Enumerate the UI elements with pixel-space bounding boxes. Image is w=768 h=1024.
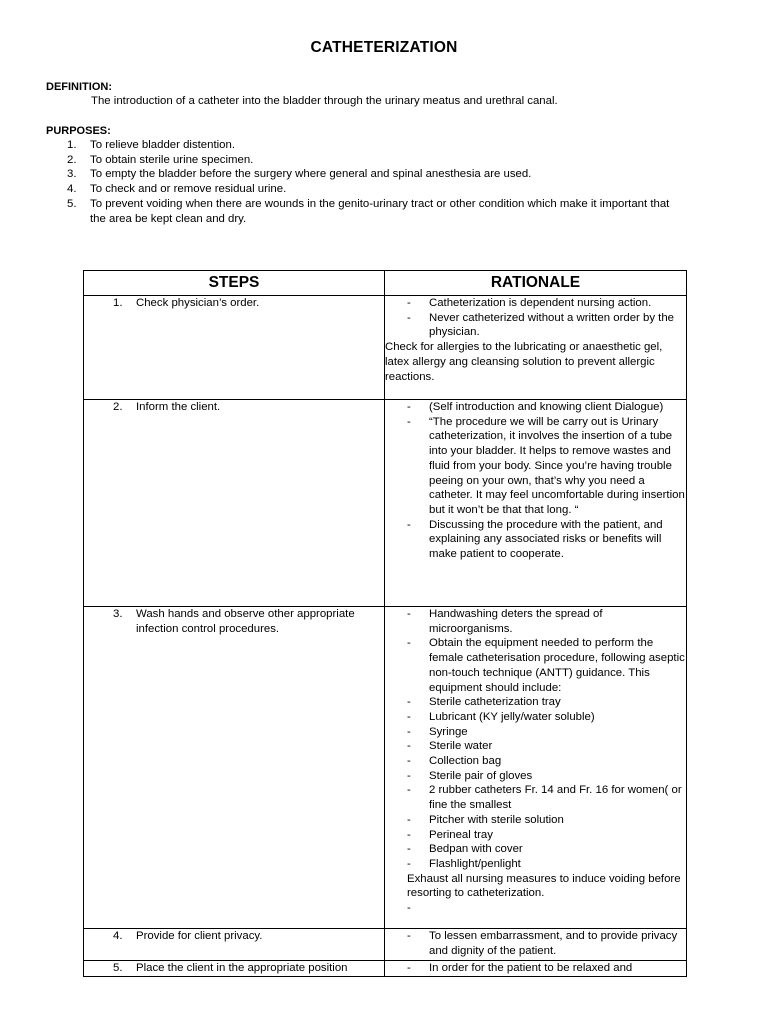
- purposes-label: PURPOSES:: [46, 125, 111, 137]
- rationale-bullet: - Handwashing deters the spread of microorganisms.: [407, 608, 603, 635]
- rationale-header: RATIONALE: [385, 271, 687, 296]
- table-row: [84, 929, 687, 961]
- rationale-cell: [385, 296, 687, 400]
- rationale-bullet: - “The procedure we will be carry out is Urinary catheterization, it involves the insertion of a tube into your bladder. It helps to remove wastes and fluid from your body. Since you’re having trouble peeing on your own, that’s why you need a catheter. It may feel uncomfortable during insertion but it won’t be that that long. “: [407, 415, 685, 516]
- purpose-number: 4.: [67, 183, 77, 196]
- steps-header: STEPS: [84, 271, 385, 296]
- document-title: CATHETERIZATION: [310, 39, 458, 56]
- definition-label: DEFINITION:: [46, 81, 112, 93]
- rationale-cell: [385, 607, 687, 929]
- purposes-list: [46, 138, 686, 226]
- equipment-item: - Sterile catheterization tray: [407, 696, 561, 709]
- step-cell: [84, 296, 385, 400]
- rationale-bullet: - To lessen embarrassment, and to provide privacy and dignity of the patient.: [407, 930, 678, 957]
- step-number: 3.: [113, 608, 123, 620]
- step-cell: [84, 961, 385, 977]
- rationale-bullet: - (Self introduction and knowing client Dialogue): [407, 401, 664, 413]
- purpose-number: 2.: [67, 153, 77, 166]
- rationale-cell: [385, 961, 687, 977]
- purpose-number: 1.: [67, 139, 77, 151]
- purpose-number: 5.: [67, 197, 77, 210]
- table-row: [84, 607, 687, 929]
- steps-rationale-table: [83, 270, 687, 977]
- step-text: Check physician’s order.: [136, 297, 260, 309]
- purpose-text: To obtain sterile urine specimen.: [90, 153, 254, 166]
- rationale-bullet: - Obtain the equipment needed to perform the female catheterisation procedure, following aseptic non-touch technique (ANTT) guidance. This equipment should include:: [407, 637, 685, 694]
- equipment-item: - Perineal tray: [407, 828, 493, 841]
- equipment-item: - 2 rubber catheters Fr. 14 and Fr. 16 for women( or fine the smallest: [407, 784, 682, 812]
- equipment-item: - Lubricant (KY jelly/water soluble): [407, 710, 595, 723]
- rationale-bullet: - Discussing the procedure with the patient, and explaining any associated risks or benefits will make patient to cooperate.: [407, 518, 663, 561]
- rationale-bullet: - Never catheterized without a written order by the physician.: [407, 311, 675, 339]
- purpose-text: To relieve bladder distention.: [90, 139, 236, 151]
- rationale-cell: [385, 400, 687, 607]
- equipment-item: - Bedpan with cover: [407, 843, 523, 856]
- equipment-item: - Sterile water: [407, 740, 493, 753]
- table-row: [84, 296, 687, 400]
- purpose-text: To check and or remove residual urine.: [90, 183, 287, 196]
- equipment-item: - Collection bag: [407, 755, 502, 768]
- purpose-item: [46, 153, 686, 168]
- step-number: 4.: [113, 930, 123, 942]
- step-text: Place the client in the appropriate position: [136, 962, 348, 974]
- step-number: 1.: [113, 297, 123, 309]
- step-text: Wash hands and observe other appropriate infection control procedures.: [136, 608, 355, 635]
- purpose-item: [46, 167, 686, 182]
- equipment-item: - Flashlight/penlight: [407, 857, 521, 870]
- purpose-text: To empty the bladder before the surgery where general and spinal anesthesia are used.: [90, 168, 532, 181]
- rationale-paragraph: Check for allergies to the lubricating or anaesthetic gel, latex allergy ang cleansing solution to prevent allergic reactions.: [385, 341, 663, 383]
- equipment-item: - Syringe: [407, 725, 468, 738]
- rationale-dash: -: [407, 902, 411, 915]
- table-row: [84, 400, 687, 607]
- purpose-item: [46, 138, 686, 153]
- step-text: Inform the client.: [136, 401, 221, 413]
- step-number: 2.: [113, 401, 123, 413]
- table-row: [84, 961, 687, 977]
- equipment-item: - Sterile pair of gloves: [407, 769, 533, 782]
- definition-text: The introduction of a catheter into the bladder through the urinary meatus and urethral canal.: [91, 95, 558, 107]
- rationale-bullet: - Catheterization is dependent nursing action.: [407, 297, 652, 309]
- purpose-number: 3.: [67, 168, 77, 181]
- step-text: Provide for client privacy.: [136, 930, 263, 942]
- step-cell: [84, 400, 385, 607]
- rationale-paragraph: Exhaust all nursing measures to induce voiding before resorting to catheterization.: [407, 872, 681, 900]
- step-cell: [84, 607, 385, 929]
- purpose-text: To prevent voiding when there are wounds in the genito-urinary tract or other condition which make it important that the area be kept clean and dry.: [90, 197, 670, 225]
- rationale-cell: [385, 929, 687, 961]
- rationale-bullet: - In order for the patient to be relaxed and: [407, 962, 633, 974]
- step-cell: [84, 929, 385, 961]
- step-number: 5.: [113, 962, 123, 974]
- purpose-item: [46, 197, 686, 226]
- equipment-item: - Pitcher with sterile solution: [407, 813, 564, 826]
- purpose-item: [46, 182, 686, 197]
